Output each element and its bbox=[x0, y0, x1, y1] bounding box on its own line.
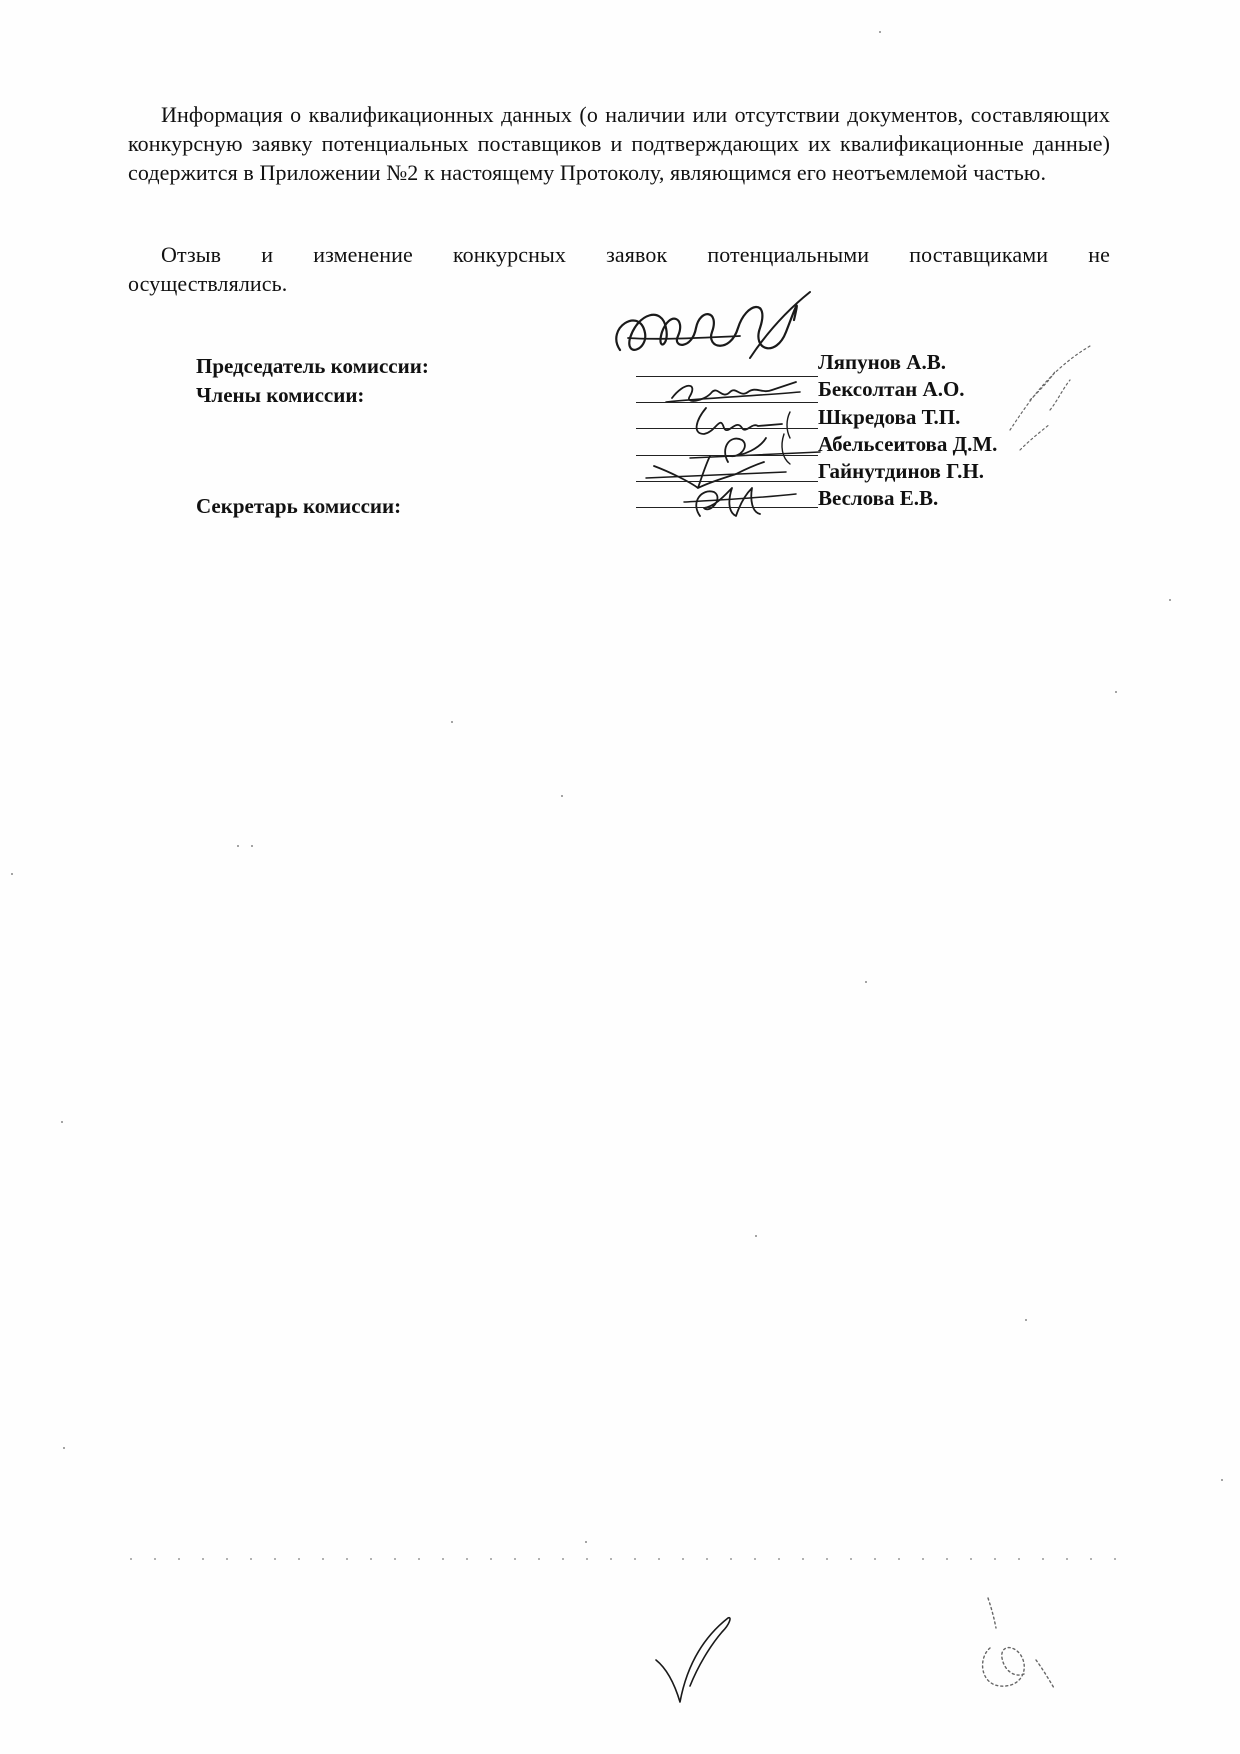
members-label: Члены комиссии: bbox=[196, 383, 365, 407]
signatory-name: Веслова Е.В. bbox=[818, 486, 939, 510]
signatory-name: Абельсеитова Д.М. bbox=[818, 432, 998, 456]
signatory-name: Ляпунов А.В. bbox=[818, 350, 946, 374]
paragraph-qualification-info: Информация о квалификационных данных (о наличии или отсутствии документов, составляющих конкурсную заявку потенциальных поставщиков и подтверждающих их квалификационные данные) содержится в Приложении №2 к настоящему Протоколу, являющимся его неотъемлемой частью. bbox=[128, 102, 1110, 185]
signatory-name: Шкредова Т.П. bbox=[818, 405, 961, 429]
secretary-label: Секретарь комиссии: bbox=[196, 494, 402, 518]
signatory-name: Бексолтан А.О. bbox=[818, 377, 965, 401]
chairman-label: Председатель комиссии: bbox=[196, 354, 429, 378]
paragraph-withdrawal-info: Отзыв и изменение конкурсных заявок потенциальными поставщиками не осуществлялись. bbox=[128, 242, 1110, 296]
signatory-name: Гайнутдинов Г.Н. bbox=[818, 459, 984, 483]
